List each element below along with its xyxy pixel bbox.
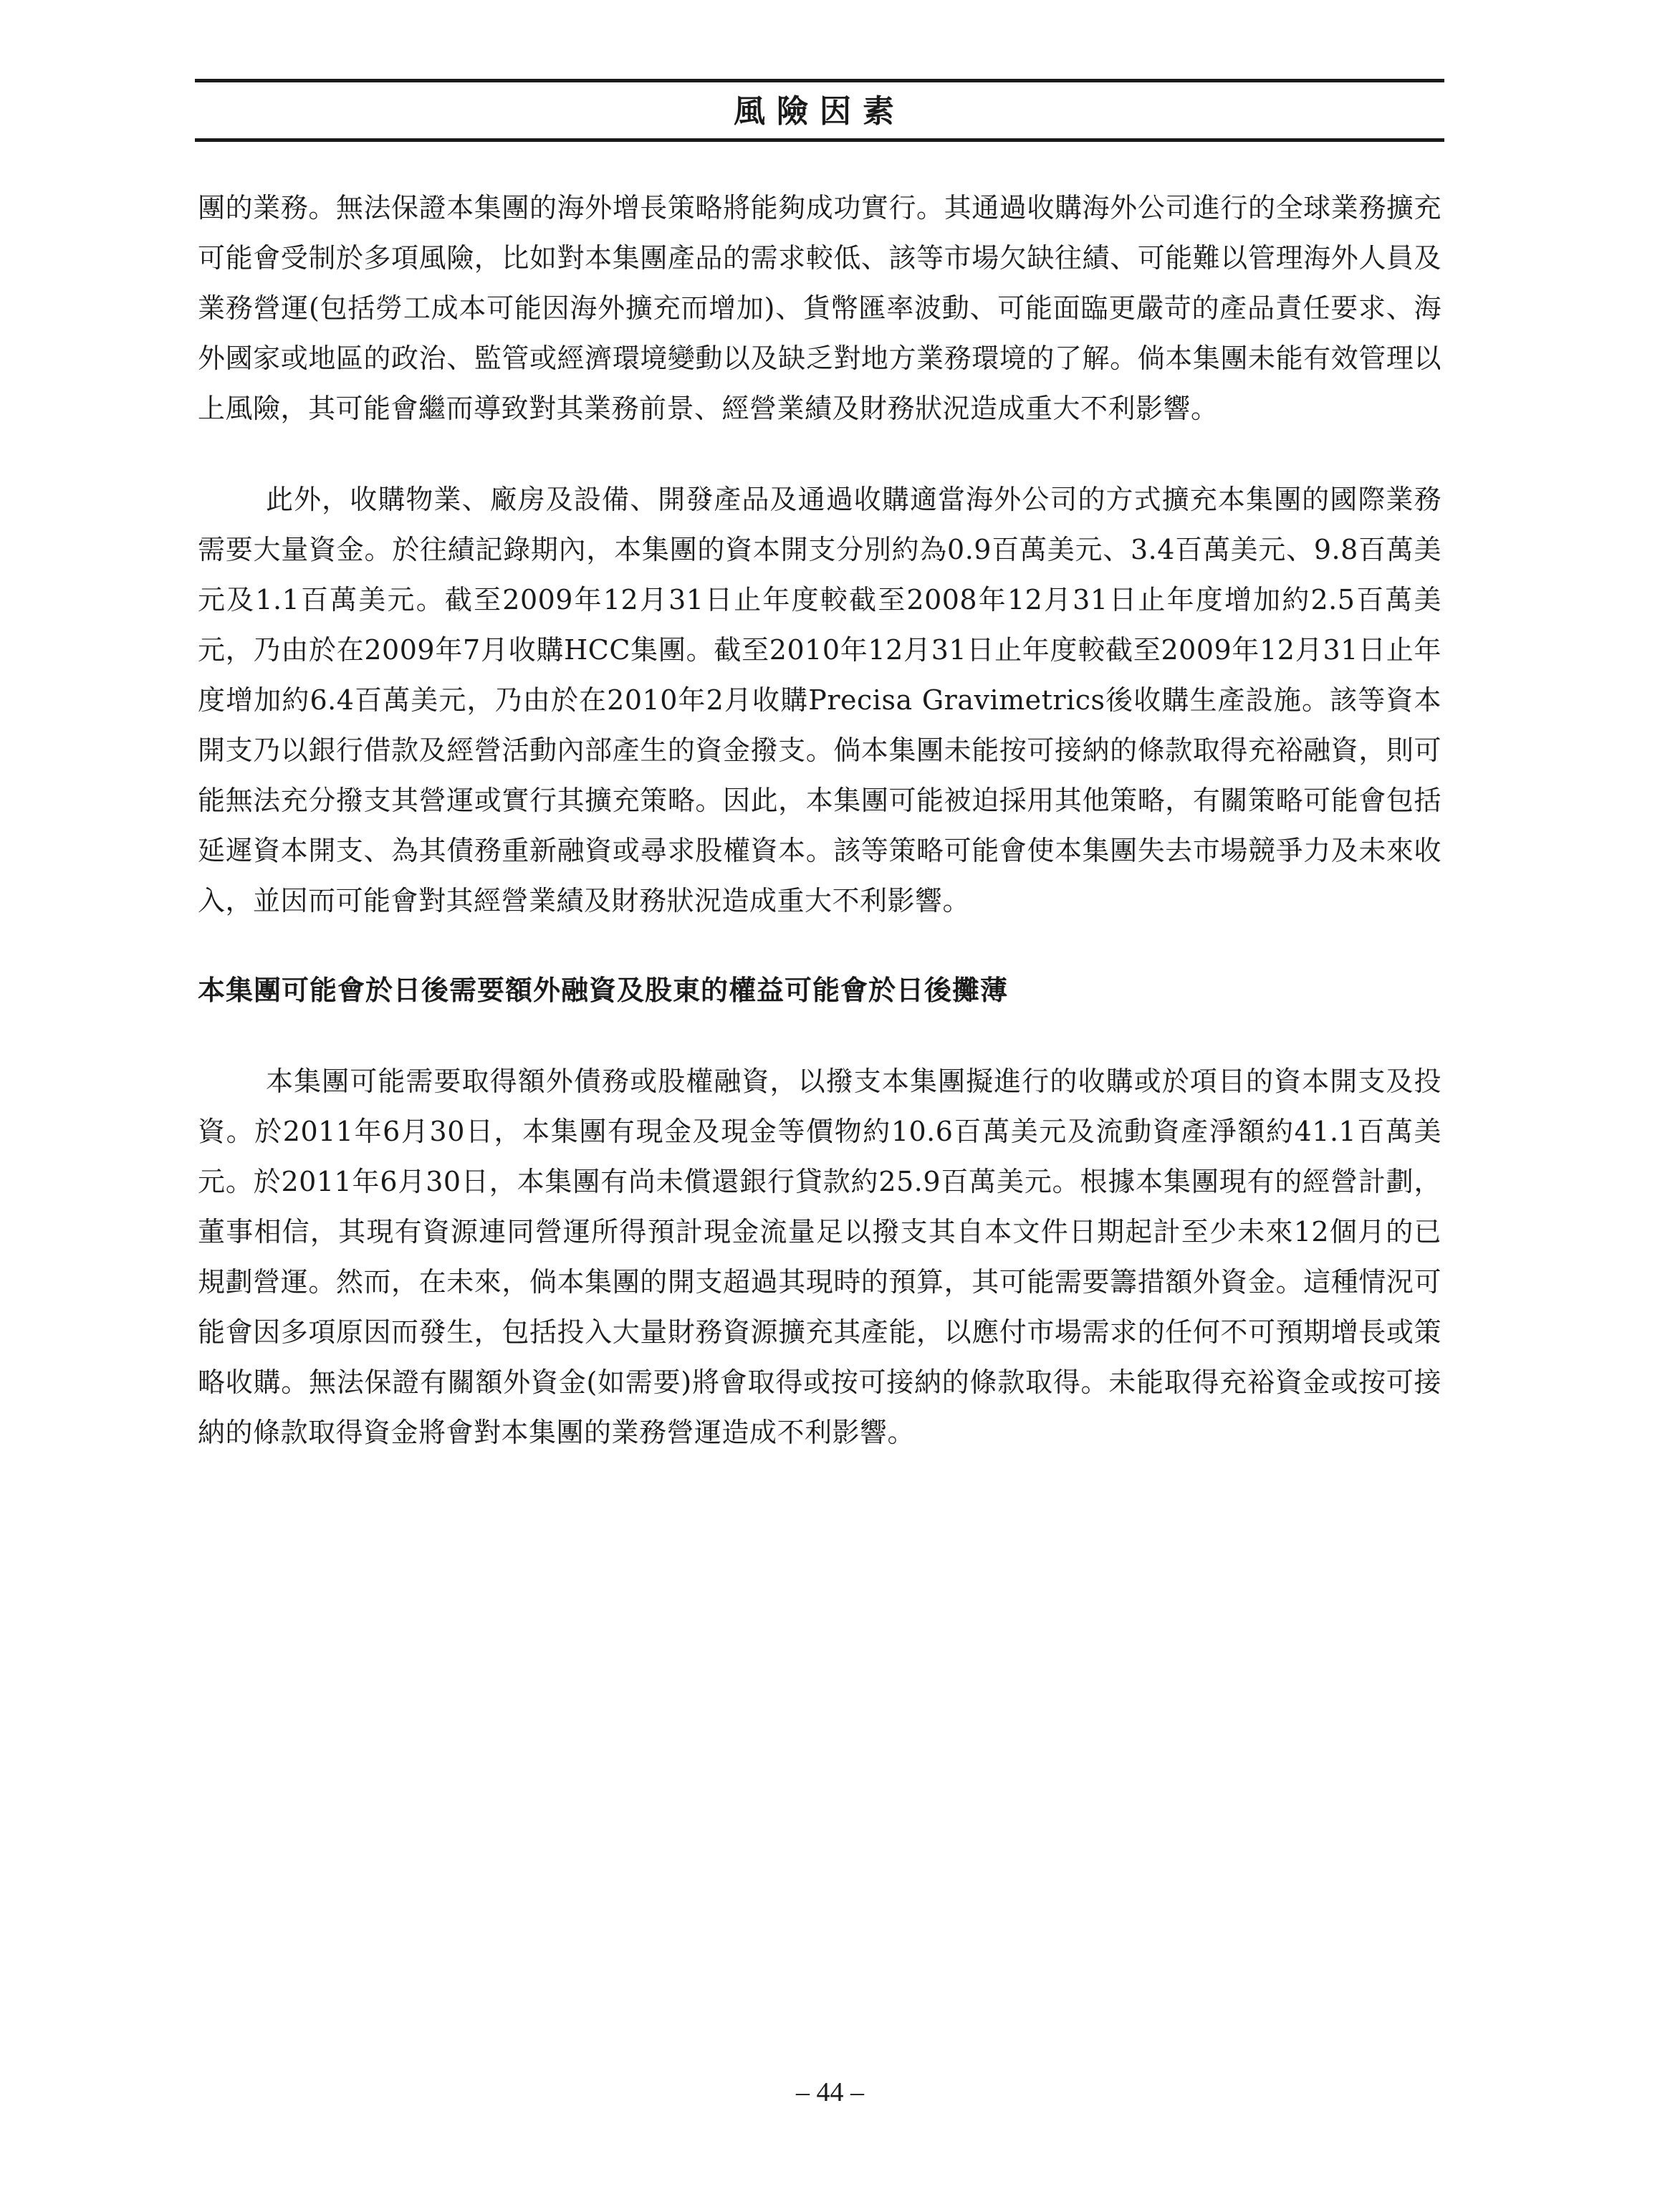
page-title: 風險因素 <box>734 93 906 130</box>
paragraph-capital-expenditure: 此外，收購物業、廠房及設備、開發產品及通過收購適當海外公司的方式擴充本集團的國際業務需要大量資金。於往績記錄期內，本集團的資本開支分別約為0.9百萬美元、3.4百萬美元、9.8百萬美元及1.1百萬美元。截至2009年12月31日止年度較截至2008年12月31日止年度增加約2.5百萬美元，乃由於在2009年7月收購HCC集團。截至2010年12月31日止年度較截至2009年12月31日止年度增加約6.4百萬美元，乃由於在2010年2月收購Precisa Gravimetrics後收購生產設施。該等資本開支乃以銀行借款及經營活動內部產生的資金撥支。倘本集團未能按可接納的條款取得充裕融資，則可能無法充分撥支其營運或實行其擴充策略。因此，本集團可能被迫採用其他策略，有關策略可能會包括延遲資本開支、為其債務重新融資或尋求股權資本。該等策略可能會使本集團失去市場競爭力及未來收入，並因而可能會對其經營業績及財務狀況造成重大不利影響。 <box>198 484 1441 916</box>
paragraph-continuation: 團的業務。無法保證本集團的海外增長策略將能夠成功實行。其通過收購海外公司進行的全球業務擴充可能會受制於多項風險，比如對本集團產品的需求較低、該等市場欠缺往績、可能難以管理海外人員及業務營運(包括勞工成本可能因海外擴充而增加)、貨幣匯率波動、可能面臨更嚴苛的產品責任要求、海外國家或地區的政治、監管或經濟環境變動以及缺乏對地方業務環境的了解。倘本集團未能有效管理以上風險，其可能會繼而導致對其業務前景、經營業績及財務狀況造成重大不利影響。 <box>198 192 1441 424</box>
paragraph-additional-financing: 本集團可能需要取得額外債務或股權融資，以撥支本集團擬進行的收購或於項目的資本開支及投資。於2011年6月30日，本集團有現金及現金等價物約10.6百萬美元及流動資產淨額約41.1百萬美元。於2011年6月30日，本集團有尚未償還銀行貸款約25.9百萬美元。根據本集團現有的經營計劃，董事相信，其現有資源連同營運所得預計現金流量足以撥支其自本文件日期起計至少未來12個月的已規劃營運。然而，在未來，倘本集團的開支超過其現時的預算，其可能需要籌措額外資金。這種情況可能會因多項原因而發生，包括投入大量財務資源擴充其產能，以應付市場需求的任何不可預期增長或策略收購。無法保證有關額外資金(如需要)將會取得或按可接納的條款取得。未能取得充裕資金或按可接納的條款取得資金將會對本集團的業務營運造成不利影響。 <box>198 1066 1441 1448</box>
page-header <box>195 79 1444 142</box>
section-heading: 本集團可能會於日後需要額外融資及股東的權益可能會於日後攤薄 <box>198 974 1009 1006</box>
page-number: – 44 – <box>796 2077 864 2107</box>
document-body <box>198 183 1441 1457</box>
